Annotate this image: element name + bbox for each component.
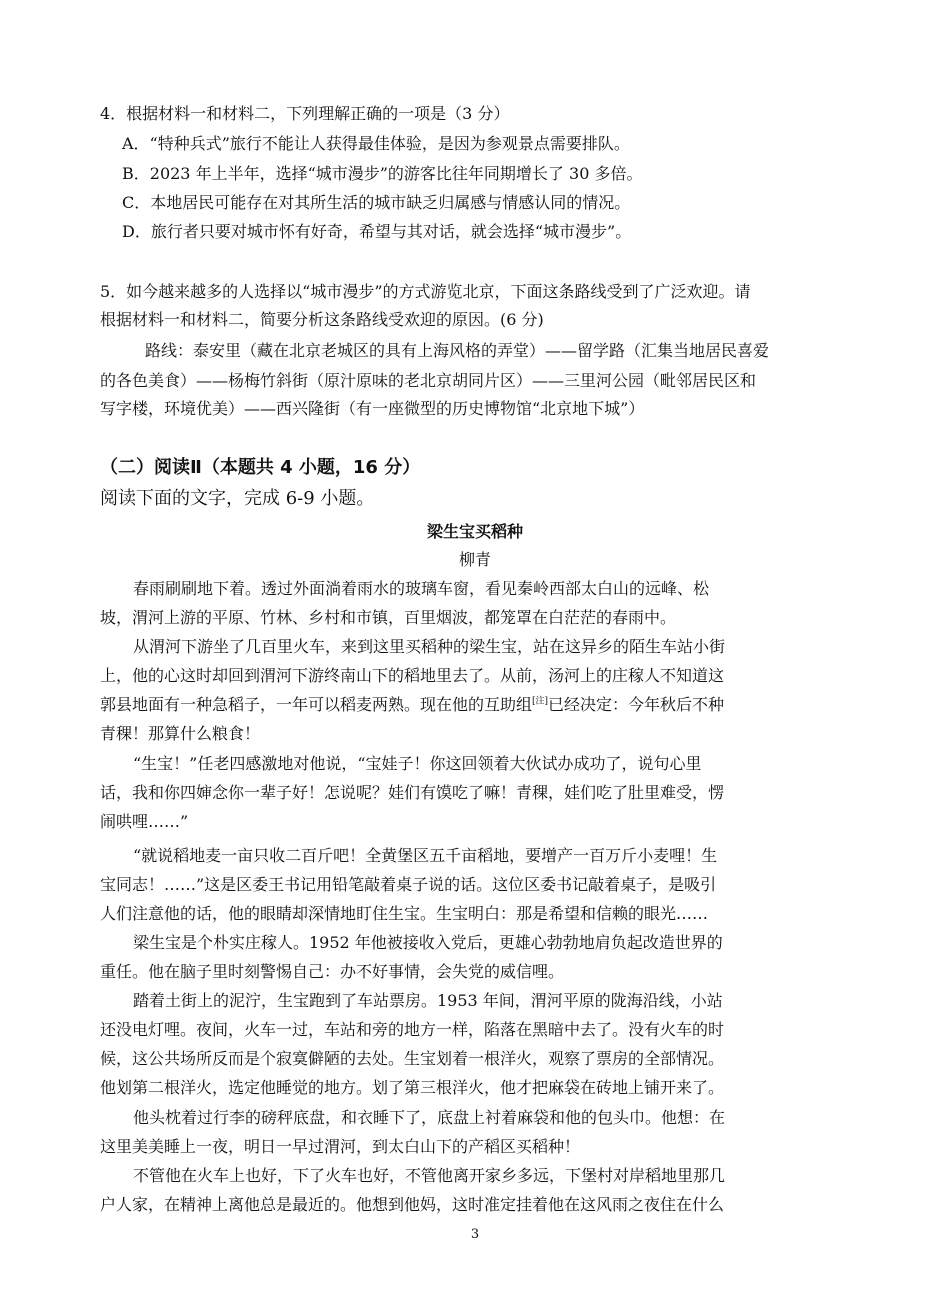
q4-option-d: D．旅行者只要对城市怀有好奇，希望与其对话，就会选择“城市漫步”。 xyxy=(122,222,632,241)
article-line: “就说稻地麦一亩只收二百斤吧！全黄堡区五千亩稻地，要增产一百万斤小麦哩！生 xyxy=(133,846,718,865)
section-heading: （二）阅读Ⅱ（本题共 4 小题，16 分） xyxy=(100,457,421,478)
q4-option-a: A．“特种兵式”旅行不能让人获得最佳体验，是因为参观景点需要排队。 xyxy=(122,134,630,153)
article-line: 话，我和你四婶念你一辈子好！怎说呢？娃们有馍吃了嘛！青稞，娃们吃了肚里难受，愣 xyxy=(100,783,725,802)
footnote-marker: [注] xyxy=(532,696,549,707)
article-line: 宝同志！……”这是区委王书记用铅笔敲着桌子说的话。这位区委书记敲着桌子，是吸引 xyxy=(100,875,717,894)
article-line: 闹哄哩……” xyxy=(100,812,189,831)
article-line: 他头枕着过行李的磅秤底盘，和衣睡下了，底盘上衬着麻袋和他的包头巾。他想：在 xyxy=(133,1108,726,1127)
q5-route-line-3: 写字楼，环境优美）——西兴隆街（有一座微型的历史博物馆“北京地下城”） xyxy=(100,399,645,418)
article-line: 他划第二根洋火，选定他睡觉的地方。划了第三根洋火，他才把麻袋在砖地上铺开来了。 xyxy=(100,1078,725,1097)
article-author: 柳青 xyxy=(458,550,491,569)
article-line: 春雨刷刷地下着。透过外面淌着雨水的玻璃车窗，看见秦岭西部太白山的远峰、松 xyxy=(133,579,710,598)
q5-route-line-2: 的各色美食）——杨梅竹斜街（原汁原味的老北京胡同片区）——三里河公园（毗邻居民区和 xyxy=(100,371,757,390)
article-line: 人们注意他的话，他的眼睛却深情地盯住生宝。生宝明白：那是希望和信赖的眼光…… xyxy=(100,904,709,923)
article-line: 这里美美睡上一夜，明日一早过渭河，到太白山下的产稻区买稻种！ xyxy=(100,1137,581,1156)
page-number: 3 xyxy=(470,1227,480,1242)
article-line: 梁生宝是个朴实庄稼人。1952 年他被接收入党后，更雄心勃勃地肩负起改造世界的 xyxy=(133,933,723,952)
article-line: 上，他的心这时却回到渭河下游终南山下的稻地里去了。从前，汤河上的庄稼人不知道这 xyxy=(100,666,725,685)
q4-option-c: C．本地居民可能存在对其所生活的城市缺乏归属感与情感认同的情况。 xyxy=(122,193,631,212)
article-line-part: 郭县地面有一种急稻子，一年可以稻麦两熟。现在他的互助组 xyxy=(100,695,533,714)
q5-stem-line-1: 5．如今越来越多的人选择以“城市漫步”的方式游览北京，下面这条路线受到了广泛欢迎。请 xyxy=(100,282,751,301)
article-line: 户人家，在精神上离他总是最近的。他想到他妈，这时准定挂着他在这风雨之夜住在什么 xyxy=(100,1195,725,1214)
article-line: 坡，渭河上游的平原、竹林、乡村和市镇，百里烟波，都笼罩在白茫茫的春雨中。 xyxy=(100,608,677,627)
article-line: 踏着土街上的泥泞，生宝跑到了车站票房。1953 年间，渭河平原的陇海沿线，小站 xyxy=(133,991,723,1010)
section-instruction: 阅读下面的文字，完成 6-9 小题。 xyxy=(100,488,375,509)
article-line: 重任。他在脑子里时刻警惕自己：办不好事情，会失党的威信哩。 xyxy=(100,962,565,981)
article-line-part: 已经决定：今年秋后不种 xyxy=(548,695,725,714)
q5-stem-line-2: 根据材料一和材料二，简要分析这条路线受欢迎的原因。(6 分) xyxy=(100,310,544,329)
q4-option-b: B．2023 年上半年，选择“城市漫步”的游客比往年同期增长了 30 多倍。 xyxy=(122,164,643,183)
article-line: 候，这公共场所反而是个寂寞僻陋的去处。生宝划着一根洋火，观察了票房的全部情况。 xyxy=(100,1049,725,1068)
article-line: 青稞！那算什么粮食！ xyxy=(100,724,261,743)
article-line: 从渭河下游坐了几百里火车，来到这里买稻种的梁生宝，站在这异乡的陌生车站小街 xyxy=(133,637,726,656)
q4-stem: 4．根据材料一和材料二，下列理解正确的一项是（3 分） xyxy=(100,104,510,123)
article-line xyxy=(100,694,724,716)
article-title: 梁生宝买稻种 xyxy=(426,522,523,541)
article-line: “生宝！”任老四感激地对他说，“宝娃子！你这回领着大伙试办成功了，说句心里 xyxy=(133,754,702,773)
q5-route-line-1: 路线：泰安里（藏在北京老城区的具有上海风格的弄堂）——留学路（汇集当地居民喜爱 xyxy=(145,341,770,360)
article-line: 不管他在火车上也好，下了火车也好，不管他离开家乡多远，下堡村对岸稻地里那几 xyxy=(133,1166,726,1185)
article-line: 还没电灯哩。夜间，火车一过，车站和旁的地方一样，陷落在黑暗中去了。没有火车的时 xyxy=(100,1020,725,1039)
